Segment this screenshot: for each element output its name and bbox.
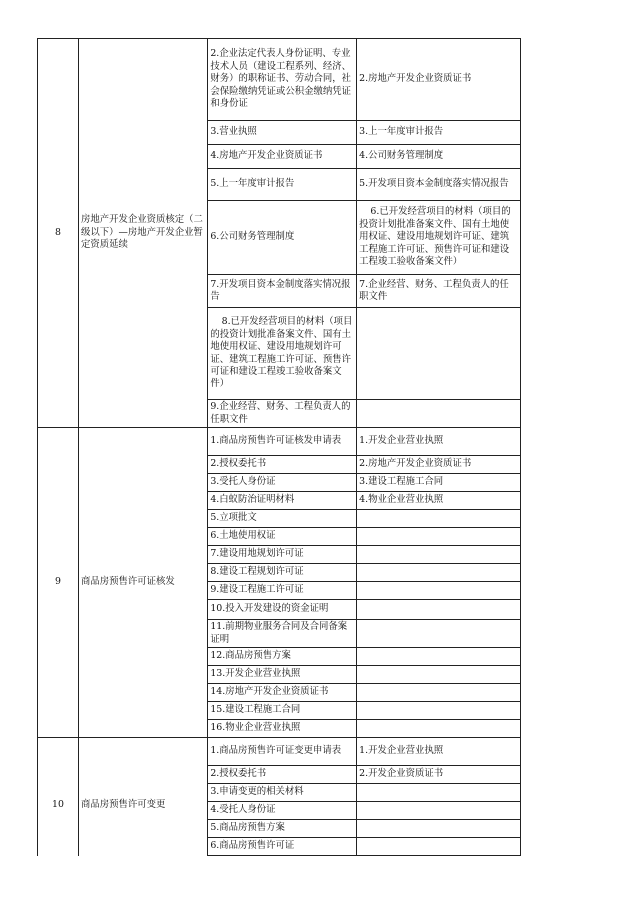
material-cell-left: 7.开发项目资本金制度落实情况报告 (208, 275, 357, 308)
material-cell-right (357, 582, 521, 600)
material-cell-right: 1.开发企业营业执照 (357, 738, 521, 766)
material-cell-right: 3.上一年度审计报告 (357, 121, 521, 145)
material-cell-right (357, 784, 521, 802)
material-cell-left: 5.商品房预售方案 (208, 820, 357, 838)
material-cell-left: 2.授权委托书 (208, 456, 357, 474)
item-number: 9 (38, 428, 79, 738)
material-cell-right (357, 720, 521, 738)
material-cell-right (357, 400, 521, 428)
material-cell-right: 2.房地产开发企业资质证书 (357, 456, 521, 474)
material-cell-left: 8.已开发经营项目的材料（项目的投资计划批准备案文件、国有土地使用权证、建设用地规划许可证、建筑工程施工许可证、预售许可证和建设工程竣工验收备案文件） (208, 308, 357, 400)
material-cell-right (357, 510, 521, 528)
materials-table (37, 38, 521, 874)
material-cell-left: 5.上一年度审计报告 (208, 169, 357, 201)
material-cell-left: 3.受托人身份证 (208, 474, 357, 492)
material-cell-right (357, 684, 521, 702)
table-row (38, 39, 521, 121)
material-cell-left: 2.企业法定代表人身份证明、专业技术人员（建设工程系列、经济、财务）的职称证书、劳动合同，社会保险缴纳凭证或公积金缴纳凭证和身份证 (208, 39, 357, 121)
material-cell-right (357, 528, 521, 546)
material-cell-left: 16.物业企业营业执照 (208, 720, 357, 738)
material-cell-right: 4.物业企业营业执照 (357, 492, 521, 510)
material-cell-left: 9.企业经营、财务、工程负责人的任职文件 (208, 400, 357, 428)
material-cell-left: 1.商品房预售许可证核发申请表 (208, 428, 357, 456)
table-row (38, 738, 521, 766)
material-cell-right: 5.开发项目资本金制度落实情况报告 (357, 169, 521, 201)
page-bottom-margin (0, 856, 640, 904)
material-cell-right: 4.公司财务管理制度 (357, 145, 521, 169)
item-number: 10 (38, 738, 79, 874)
material-cell-right (357, 546, 521, 564)
material-cell-right (357, 802, 521, 820)
material-cell-left: 15.建设工程施工合同 (208, 702, 357, 720)
material-cell-left: 6.公司财务管理制度 (208, 201, 357, 275)
material-cell-right (357, 600, 521, 620)
material-cell-left: 8.建设工程规划许可证 (208, 564, 357, 582)
material-cell-right (357, 702, 521, 720)
material-cell-left: 7.建设用地规划许可证 (208, 546, 357, 564)
material-cell-right: 6.已开发经营项目的材料（项目的投资计划批准备案文件、国有土地使用权证、建设用地规划许可证、建筑工程施工许可证、预售许可证和建设工程竣工验收备案文件） (357, 201, 521, 275)
material-cell-right: 2.开发企业资质证书 (357, 766, 521, 784)
table-row (38, 428, 521, 456)
material-cell-left: 1.商品房预售许可证变更申请表 (208, 738, 357, 766)
item-number: 8 (38, 39, 79, 428)
material-cell-left: 4.房地产开发企业资质证书 (208, 145, 357, 169)
material-cell-left: 13.开发企业营业执照 (208, 666, 357, 684)
material-cell-right (357, 648, 521, 666)
material-cell-left: 9.建设工程施工许可证 (208, 582, 357, 600)
material-cell-left: 4.受托人身份证 (208, 802, 357, 820)
material-cell-right (357, 308, 521, 400)
material-cell-left: 5.立项批文 (208, 510, 357, 528)
item-name: 房地产开发企业资质核定（二级以下）—房地产开发企业暂定资质延续 (78, 39, 207, 428)
material-cell-left: 3.申请变更的相关材料 (208, 784, 357, 802)
material-cell-left: 6.土地使用权证 (208, 528, 357, 546)
material-cell-right: 1.开发企业营业执照 (357, 428, 521, 456)
material-cell-left: 14.房地产开发企业资质证书 (208, 684, 357, 702)
item-name: 商品房预售许可变更 (78, 738, 207, 874)
material-cell-right (357, 820, 521, 838)
material-cell-right (357, 666, 521, 684)
item-name: 商品房预售许可证核发 (78, 428, 207, 738)
materials-table-body (38, 39, 521, 874)
material-cell-left: 3.营业执照 (208, 121, 357, 145)
material-cell-left: 4.白蚁防治证明材料 (208, 492, 357, 510)
material-cell-right (357, 564, 521, 582)
material-cell-left: 10.投入开发建设的资金证明 (208, 600, 357, 620)
material-cell-right: 7.企业经营、财务、工程负责人的任职文件 (357, 275, 521, 308)
material-cell-right (357, 838, 521, 856)
material-cell-left: 12.商品房预售方案 (208, 648, 357, 666)
material-cell-right: 2.房地产开发企业资质证书 (357, 39, 521, 121)
material-cell-left: 11.前期物业服务合同及合同备案证明 (208, 620, 357, 648)
material-cell-right (357, 620, 521, 648)
material-cell-left: 6.商品房预售许可证 (208, 838, 357, 856)
material-cell-left: 2.授权委托书 (208, 766, 357, 784)
material-cell-right: 3.建设工程施工合同 (357, 474, 521, 492)
